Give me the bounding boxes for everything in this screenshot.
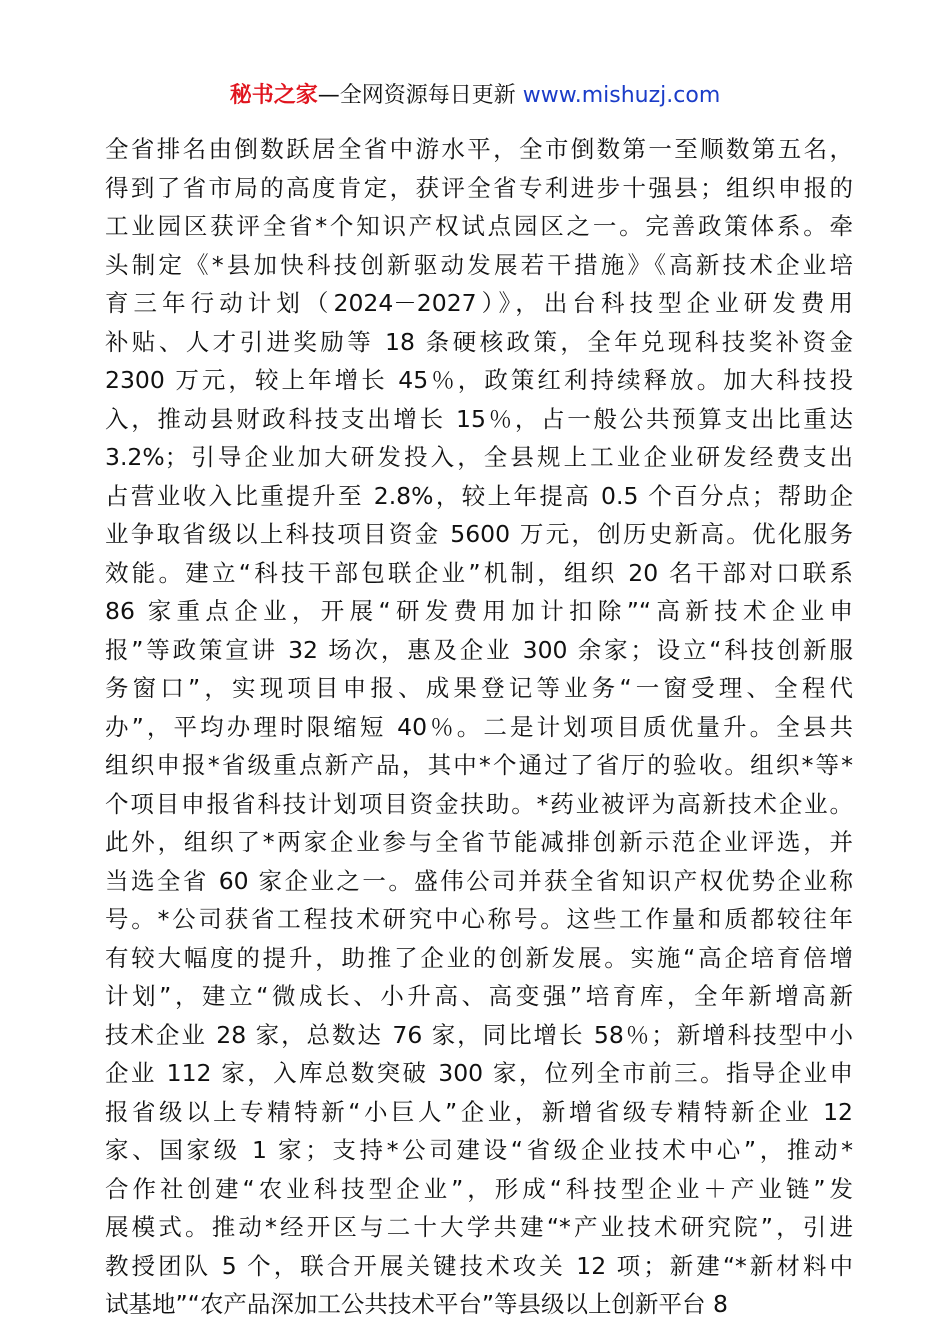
paragraph-line: 此外，组织了*两家企业参与全省节能减排创新示范企业评选，并 <box>105 828 853 856</box>
document-body <box>105 130 853 1324</box>
paragraph-line: 补贴、人才引进奖励等 18 条硬核政策，全年兑现科技奖补资金 <box>105 327 853 356</box>
paragraph-line: 计划”，建立“微成长、小升高、高变强”培育库，全年新增高新 <box>105 982 853 1010</box>
paragraph-line: 教授团队 5 个，联合开展关键技术攻关 12 项；新建“*新材料中 <box>105 1251 853 1280</box>
paragraph-line: 全省排名由倒数跃居全省中游水平，全市倒数第一至顺数第五名， <box>105 135 853 163</box>
paragraph-line: 3.2%；引导企业加大研发投入，全县规上工业企业研发经费支出 <box>105 443 853 471</box>
paragraph-line: 86 家重点企业，开展“研发费用加计扣除”“高新技术企业申 <box>105 597 853 625</box>
header-tagline: —全网资源每日更新 <box>317 83 523 108</box>
paragraph-line: 办”，平均办理时限缩短 40％。二是计划项目质优量升。全县共 <box>105 712 853 741</box>
paragraph-line: 号。*公司获省工程技术研究中心称号。这些工作量和质都较往年 <box>105 905 853 933</box>
paragraph-line: 试基地”“农产品深加工公共技术平台”等县级以上创新平台 8 <box>105 1290 728 1318</box>
site-url-link[interactable]: www.mishuzj.com <box>522 83 721 108</box>
paragraph-line: 展模式。推动*经开区与二十大学共建“*产业技术研究院”，引进 <box>105 1213 853 1241</box>
paragraph-line: 技术企业 28 家，总数达 76 家，同比增长 58％；新增科技型中小 <box>105 1020 853 1049</box>
paragraph-line: 效能。建立“科技干部包联企业”机制，组织 20 名干部对口联系 <box>105 558 853 587</box>
brand-name: 秘书之家 <box>229 83 318 108</box>
paragraph-line: 有较大幅度的提升，助推了企业的创新发展。实施“高企培育倍增 <box>105 943 853 972</box>
paragraph-line: 企业 112 家，入库总数突破 300 家，位列全市前三。指导企业申 <box>105 1059 853 1087</box>
paragraph-line: 报省级以上专精特新“小巨人”企业，新增省级专精特新企业 12 <box>105 1097 853 1126</box>
paragraph-line: 占营业收入比重提升至 2.8%，较上年提高 0.5 个百分点；帮助企 <box>105 481 853 510</box>
paragraph-line: 入，推动县财政科技支出增长 15％，占一般公共预算支出比重达 <box>105 404 853 433</box>
paragraph-line: 得到了省市局的高度肯定，获评全省专利进步十强县；组织申报的 <box>105 173 853 202</box>
paragraph-line: 2300 万元，较上年增长 45％，政策红利持续释放。加大科技投 <box>105 366 853 394</box>
paragraph-line: 工业园区获评全省*个知识产权试点园区之一。完善政策体系。牵 <box>105 212 853 240</box>
paragraph-line: 当选全省 60 家企业之一。盛伟公司并获全省知识产权优势企业称 <box>105 866 853 895</box>
paragraph-line: 个项目申报省科技计划项目资金扶助。*药业被评为高新技术企业。 <box>105 789 853 818</box>
paragraph-line: 务窗口”，实现项目申报、成果登记等业务“一窗受理、全程代 <box>105 674 853 702</box>
paragraph-line: 家、国家级 1 家；支持*公司建设“省级企业技术中心”，推动* <box>105 1136 853 1164</box>
page-header <box>0 80 950 112</box>
paragraph-line: 头制定《*县加快科技创新驱动发展若干措施》《高新技术企业培 <box>105 250 853 279</box>
paragraph-line: 报”等政策宣讲 32 场次，惠及企业 300 余家；设立“科技创新服 <box>105 635 853 664</box>
paragraph-line: 育三年行动计划（2024－2027）》，出台科技型企业研发费用 <box>105 289 853 317</box>
paragraph-line: 组织申报*省级重点新产品，其中*个通过了省厅的验收。组织*等* <box>105 751 853 779</box>
paragraph-line: 业争取省级以上科技项目资金 5600 万元，创历史新高。优化服务 <box>105 520 853 548</box>
paragraph-line: 合作社创建“农业科技型企业”，形成“科技型企业＋产业链”发 <box>105 1174 853 1203</box>
